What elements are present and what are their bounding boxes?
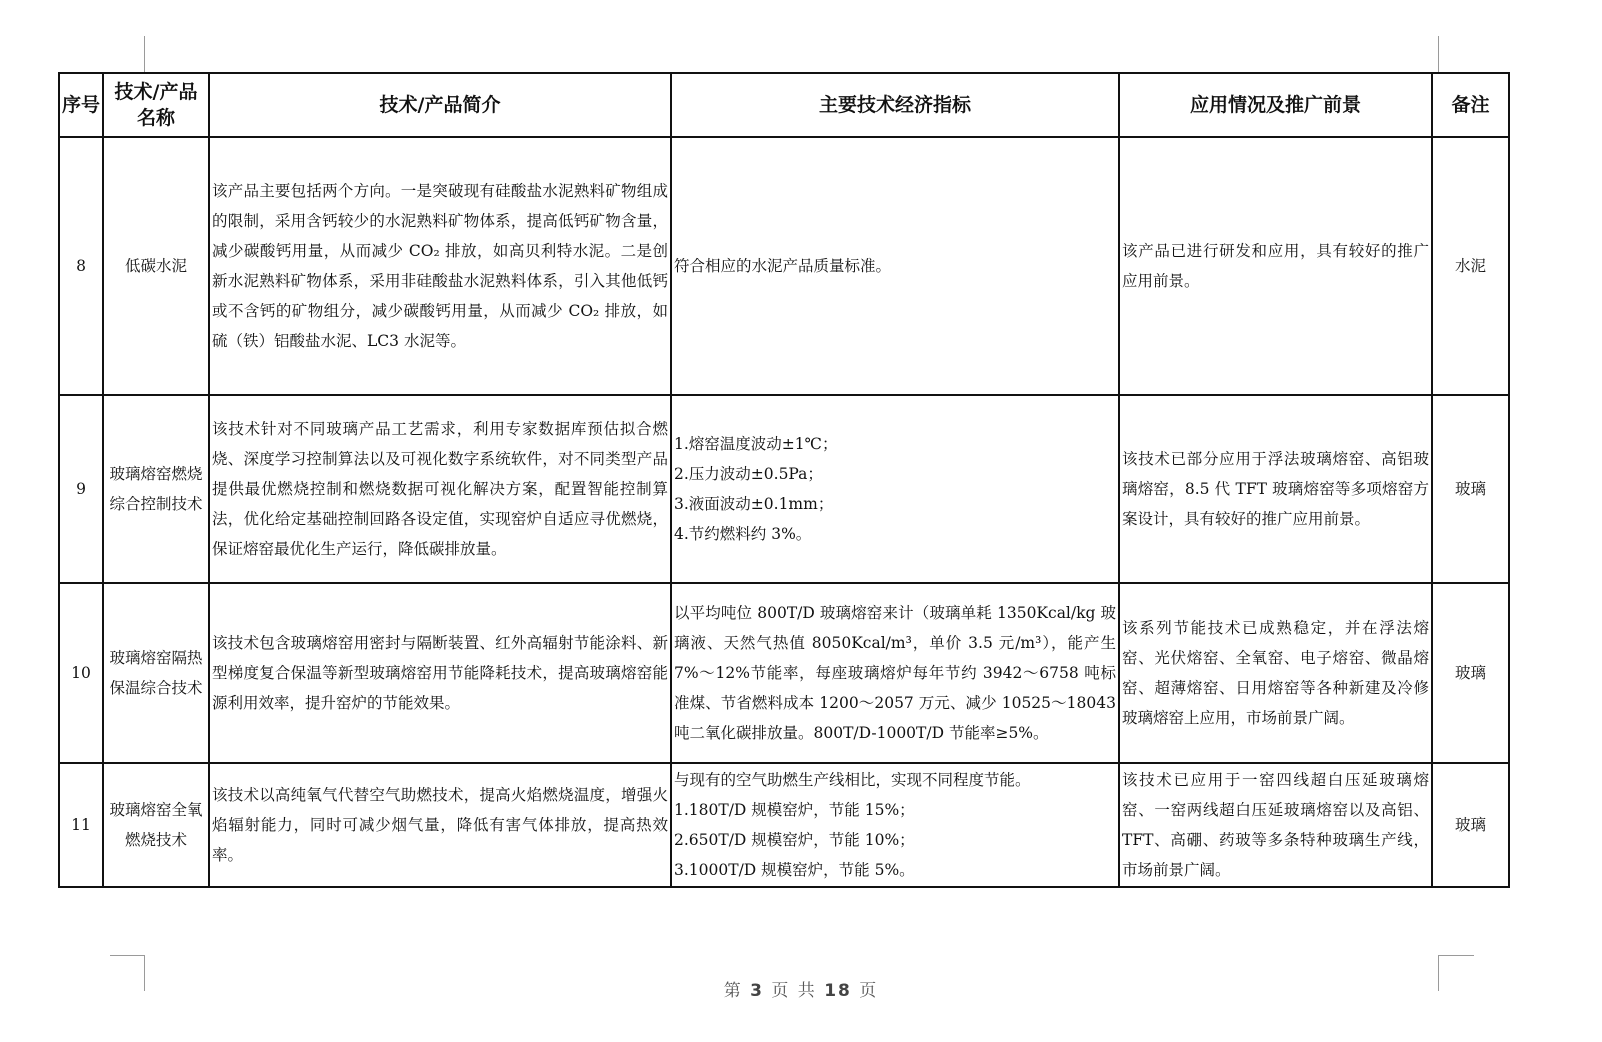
cell-indicators: 符合相应的水泥产品质量标准。 — [671, 137, 1119, 395]
footer-suffix: 页 — [859, 981, 879, 1001]
cell-application: 该技术已部分应用于浮法玻璃熔窑、高铝玻璃熔窑，8.5 代 TFT 玻璃熔窑等多项熔窑方案设计，具有较好的推广应用前景。 — [1119, 395, 1432, 583]
footer-middle: 页 共 — [771, 981, 817, 1001]
cell-indicators: 以平均吨位 800T/D 玻璃熔窑来计（玻璃单耗 1350Kcal/kg 玻璃液、天然气热值 8050Kcal/m³，单价 3.5 元/m³），能产生 7%～12%节能率，每座玻璃熔炉每年节约 3942～6758 吨标准煤、节省燃料成本 1200～2057 万元、减少 10525～18043 吨二氧化碳排放量。800T/D-1000T/D 节能率≥5%。 — [671, 583, 1119, 763]
cell-application: 该系列节能技术已成熟稳定，并在浮法熔窑、光伏熔窑、全氧窑、电子熔窑、微晶熔窑、超薄熔窑、日用熔窑等各种新建及冷修玻璃熔窑上应用，市场前景广阔。 — [1119, 583, 1432, 763]
crop-mark-bottom-left-h — [110, 955, 145, 956]
header-name: 技术/产品名称 — [103, 73, 209, 137]
header-seq: 序号 — [59, 73, 103, 137]
cell-indicators: 1.熔窑温度波动±1℃； 2.压力波动±0.5Pa； 3.液面波动±0.1mm； 4.节约燃料约 3%。 — [671, 395, 1119, 583]
cell-seq: 9 — [59, 395, 103, 583]
cell-remark: 玻璃 — [1432, 763, 1509, 887]
cell-intro: 该技术针对不同玻璃产品工艺需求，利用专家数据库预估拟合燃烧、深度学习控制算法以及可视化数字系统软件，对不同类型产品提供最优燃烧控制和燃烧数据可视化解决方案，配置智能控制算法，优化给定基础控制回路各设定值，实现窑炉自适应寻优燃烧，保证熔窑最优化生产运行，降低碳排放量。 — [209, 395, 671, 583]
header-remark: 备注 — [1432, 73, 1509, 137]
crop-mark-bottom-right-h — [1438, 955, 1474, 956]
cell-application: 该产品已进行研发和应用，具有较好的推广应用前景。 — [1119, 137, 1432, 395]
cell-name: 玻璃熔窑燃烧综合控制技术 — [103, 395, 209, 583]
crop-mark-top-left-v — [144, 36, 145, 72]
cell-application: 该技术已应用于一窑四线超白压延玻璃熔窑、一窑两线超白压延玻璃熔窑以及高铝、TFT、高硼、药玻等多条特种玻璃生产线，市场前景广阔。 — [1119, 763, 1432, 887]
footer-prefix: 第 — [723, 981, 743, 1001]
cell-name: 低碳水泥 — [103, 137, 209, 395]
cell-remark: 水泥 — [1432, 137, 1509, 395]
cell-indicators: 与现有的空气助燃生产线相比，实现不同程度节能。 1.180T/D 规模窑炉，节能 15%； 2.650T/D 规模窑炉，节能 10%； 3.1000T/D 规模窑炉，节能 5%。 — [671, 763, 1119, 887]
header-row — [59, 73, 1509, 137]
footer-current-page: 3 — [750, 981, 764, 1001]
cell-seq: 10 — [59, 583, 103, 763]
crop-mark-top-right-v — [1438, 36, 1439, 72]
cell-intro: 该技术以高纯氧气代替空气助燃技术，提高火焰燃烧温度，增强火焰辐射能力，同时可减少烟气量，降低有害气体排放，提高热效率。 — [209, 763, 671, 887]
header-intro: 技术/产品简介 — [209, 73, 671, 137]
cell-seq: 11 — [59, 763, 103, 887]
cell-remark: 玻璃 — [1432, 395, 1509, 583]
cell-intro: 该产品主要包括两个方向。一是突破现有硅酸盐水泥熟料矿物组成的限制，采用含钙较少的水泥熟料矿物体系，提高低钙矿物含量，减少碳酸钙用量，从而减少 CO₂ 排放，如高贝利特水泥。二是创新水泥熟料矿物体系，采用非硅酸盐水泥熟料体系，引入其他低钙或不含钙的矿物组分，减少碳酸钙用量，从而减少 CO₂ 排放，如硫（铁）铝酸盐水泥、LC3 水泥等。 — [209, 137, 671, 395]
header-application: 应用情况及推广前景 — [1119, 73, 1432, 137]
cell-remark: 玻璃 — [1432, 583, 1509, 763]
footer-total-pages: 18 — [824, 981, 852, 1001]
table-row — [59, 583, 1509, 763]
table-row — [59, 137, 1509, 395]
cell-intro: 该技术包含玻璃熔窑用密封与隔断装置、红外高辐射节能涂料、新型梯度复合保温等新型玻璃熔窑用节能降耗技术，提高玻璃熔窑能源利用效率，提升窑炉的节能效果。 — [209, 583, 671, 763]
table-row — [59, 763, 1509, 887]
cell-seq: 8 — [59, 137, 103, 395]
table-row — [59, 395, 1509, 583]
cell-name: 玻璃熔窑隔热保温综合技术 — [103, 583, 209, 763]
technology-table — [58, 72, 1510, 888]
header-indicators: 主要技术经济指标 — [671, 73, 1119, 137]
cell-name: 玻璃熔窑全氧燃烧技术 — [103, 763, 209, 887]
page-footer — [0, 976, 1602, 1001]
